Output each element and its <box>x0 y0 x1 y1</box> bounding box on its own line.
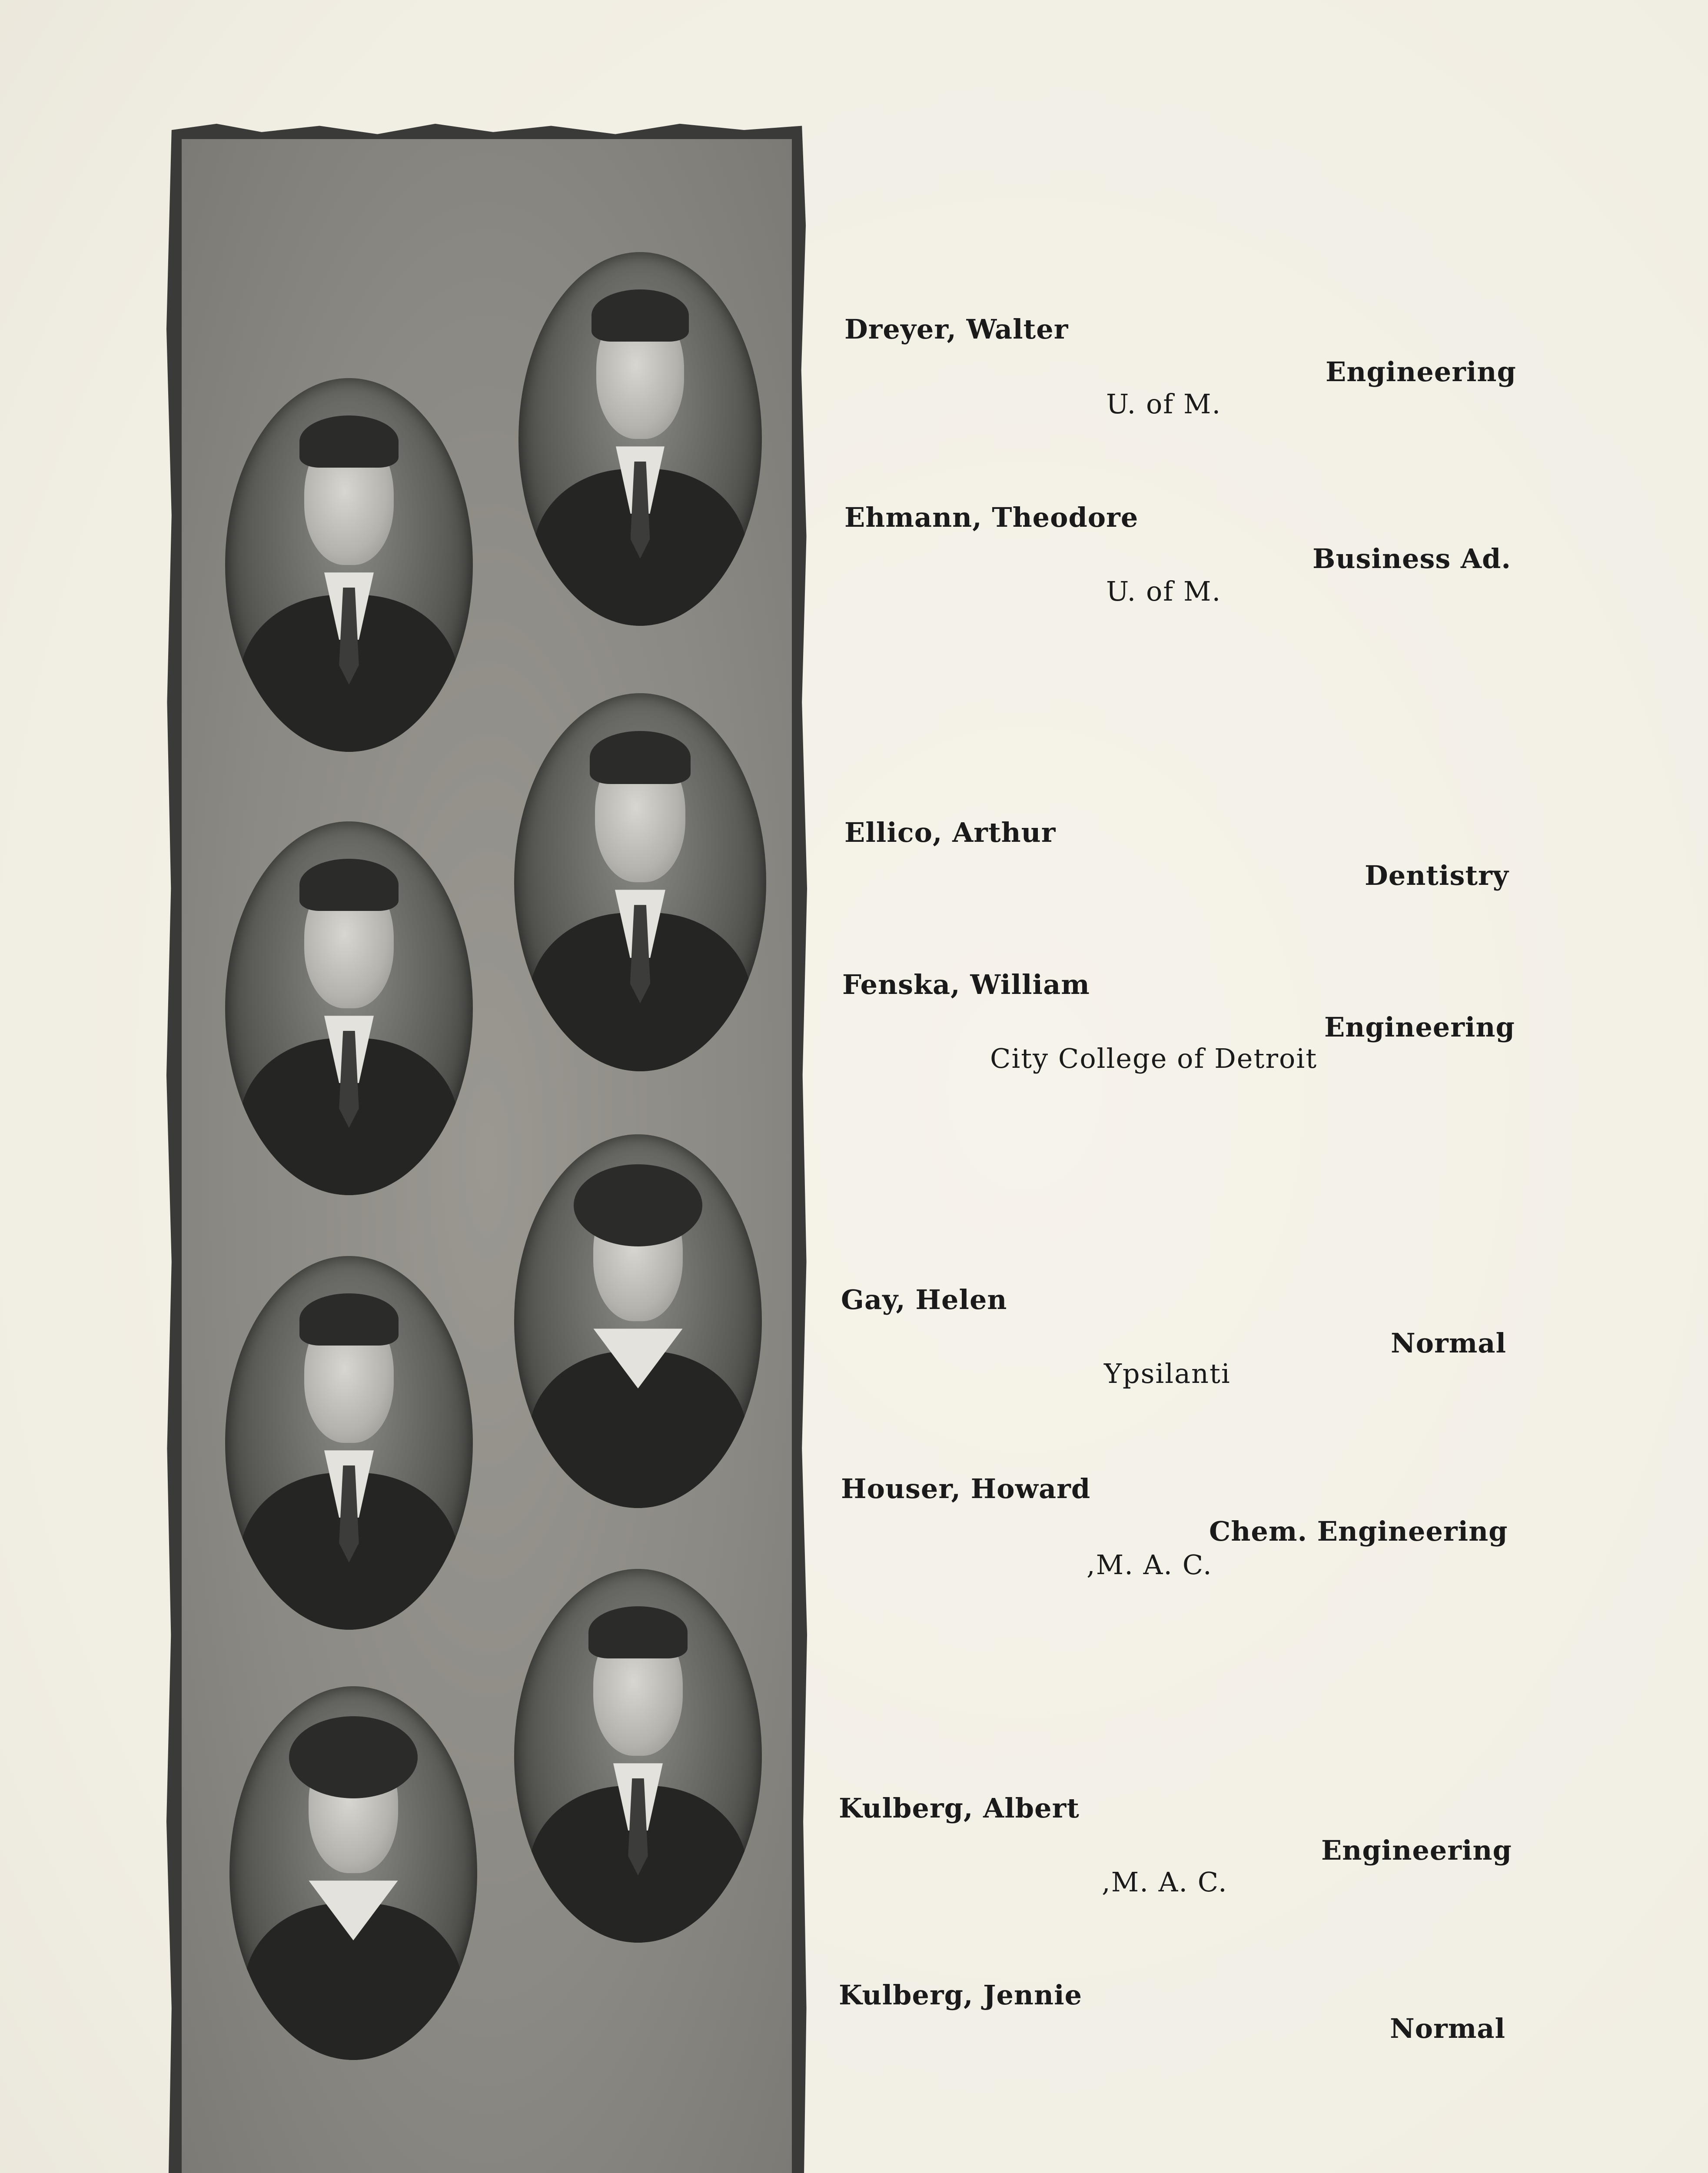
portrait-dreyer-walter <box>518 252 762 626</box>
entry-school: U. of M. <box>1106 575 1222 607</box>
portrait-ellico-arthur <box>514 693 766 1071</box>
portrait-kulberg-albert <box>514 1569 762 1943</box>
entry-school: U. of M. <box>1106 388 1222 420</box>
entry-field: Dentistry <box>1365 860 1509 891</box>
photo-panel <box>165 122 808 2173</box>
entry-school: ,M. A. C. <box>1087 1549 1213 1581</box>
entry-field: Normal <box>1390 2013 1506 2044</box>
photo-panel-background <box>182 139 792 2173</box>
entry-name: Ellico, Arthur <box>844 817 1056 848</box>
entry-school: Ypsilanti <box>1104 1358 1231 1389</box>
entry-name: Gay, Helen <box>841 1284 1007 1316</box>
entry-school: ,M. A. C. <box>1102 1866 1228 1898</box>
entry-field: Engineering <box>1326 356 1516 388</box>
entry-name: Fenska, William <box>842 969 1090 1000</box>
entry-field: Normal <box>1391 1327 1507 1359</box>
entry-field: Chem. Engineering <box>1209 1515 1508 1547</box>
entry-field: Business Ad. <box>1313 543 1511 575</box>
portrait-kulberg-jennie <box>229 1686 477 2060</box>
entry-field: Engineering <box>1321 1834 1512 1866</box>
entry-name: Kulberg, Albert <box>839 1792 1080 1824</box>
entry-school: City College of Detroit <box>990 1043 1318 1074</box>
portrait-gay-helen <box>514 1134 762 1508</box>
entry-name: Kulberg, Jennie <box>839 1979 1083 2011</box>
portrait-ehmann-theodore <box>225 378 473 752</box>
entry-name: Houser, Howard <box>841 1473 1091 1505</box>
entry-name: Ehmann, Theodore <box>844 502 1139 533</box>
portrait-houser-howard <box>225 1256 473 1630</box>
entry-name: Dreyer, Walter <box>844 313 1069 345</box>
entry-field: Engineering <box>1324 1011 1515 1043</box>
portrait-fenska-william <box>225 821 473 1195</box>
